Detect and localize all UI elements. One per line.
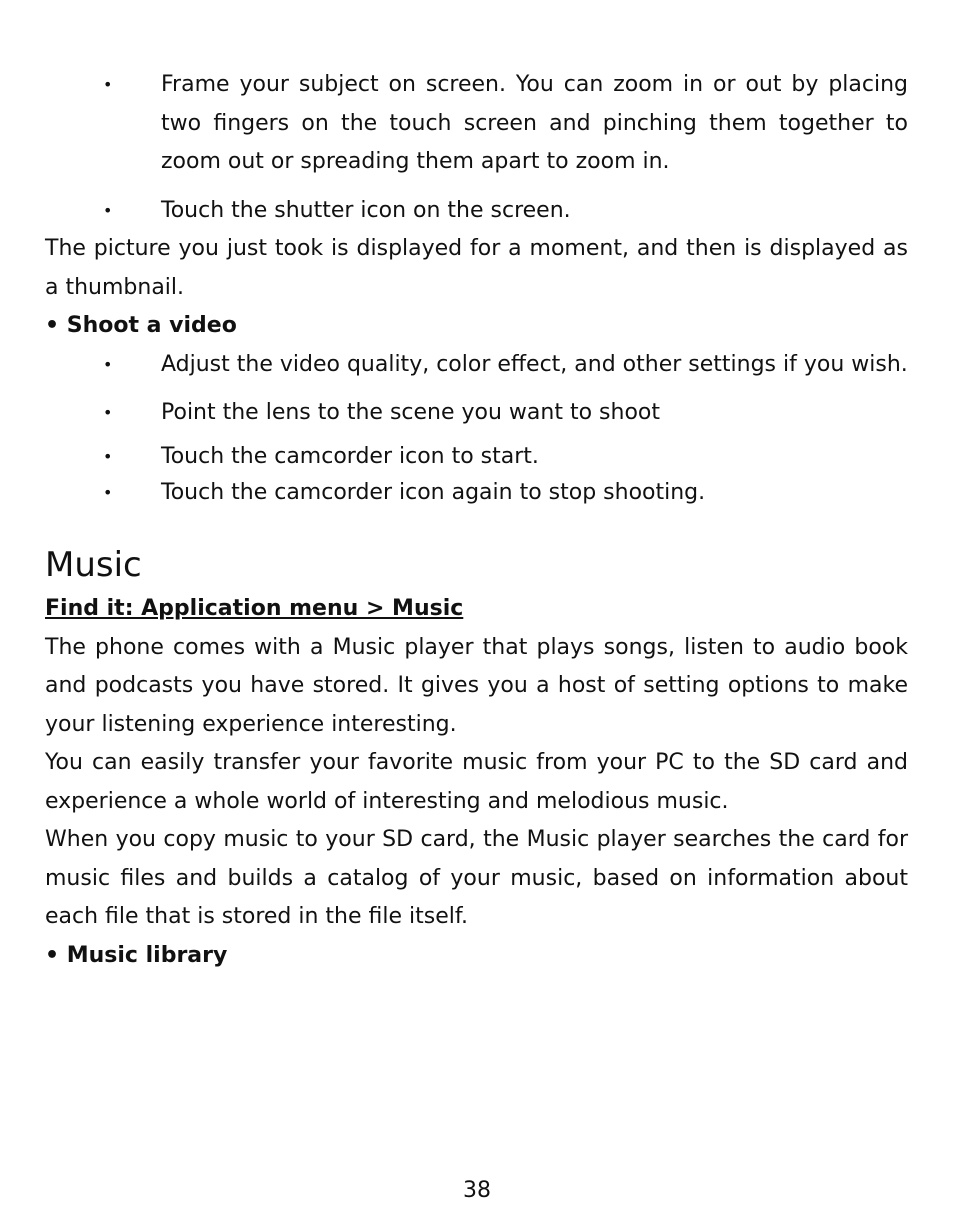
bullet-icon: • [103, 482, 113, 502]
list-item [45, 394, 908, 433]
list-item [45, 475, 908, 511]
shoot-video-heading: • Shoot a video [45, 313, 237, 338]
music-paragraph: The phone comes with a Music player that plays songs, listen to audio book and podcasts you have stored. It gives you a host of setting options to make your listening experience interesting. [45, 634, 908, 737]
page-number: 38 [463, 1178, 491, 1203]
music-paragraph: You can easily transfer your favorite music from your PC to the SD card and experience a whole world of interesting and melodious music. [45, 750, 908, 814]
bullet-icon: • [103, 446, 113, 466]
camera-steps-list [45, 66, 908, 230]
list-item [45, 439, 908, 475]
music-section-title: Music [45, 544, 142, 585]
after-photo-paragraph: The picture you just took is displayed for a moment, and then is displayed as a thumbnail. [45, 236, 908, 300]
list-item-text: Touch the camcorder icon to start. [161, 443, 539, 469]
find-it-path: Find it: Application menu > Music [45, 595, 464, 621]
bullet-icon: • [103, 403, 113, 422]
list-item-text: Adjust the video quality, color effect, and other settings if you wish. [161, 351, 908, 377]
list-item-text: Point the lens to the scene you want to shoot [161, 400, 660, 425]
list-item [45, 192, 908, 231]
bullet-icon: • [103, 200, 113, 220]
bullet-icon: • [103, 354, 113, 374]
list-item-text: Touch the shutter icon on the screen. [161, 197, 571, 223]
document-page [45, 66, 908, 975]
list-item [45, 66, 908, 182]
music-paragraph: When you copy music to your SD card, the Music player searches the card for music files and builds a catalog of your music, based on information about each file that is stored in the file itself. [45, 827, 908, 929]
music-library-heading: • Music library [45, 942, 228, 968]
list-item-text: Touch the camcorder icon again to stop shooting. [161, 479, 706, 505]
bullet-icon: • [103, 75, 113, 94]
list-item-text: Frame your subject on screen. You can zoom in or out by placing two fingers on the touch screen and pinching them together to zoom out or spreading them apart to zoom in. [161, 72, 908, 174]
list-item [45, 346, 908, 385]
video-steps-list [45, 346, 908, 511]
